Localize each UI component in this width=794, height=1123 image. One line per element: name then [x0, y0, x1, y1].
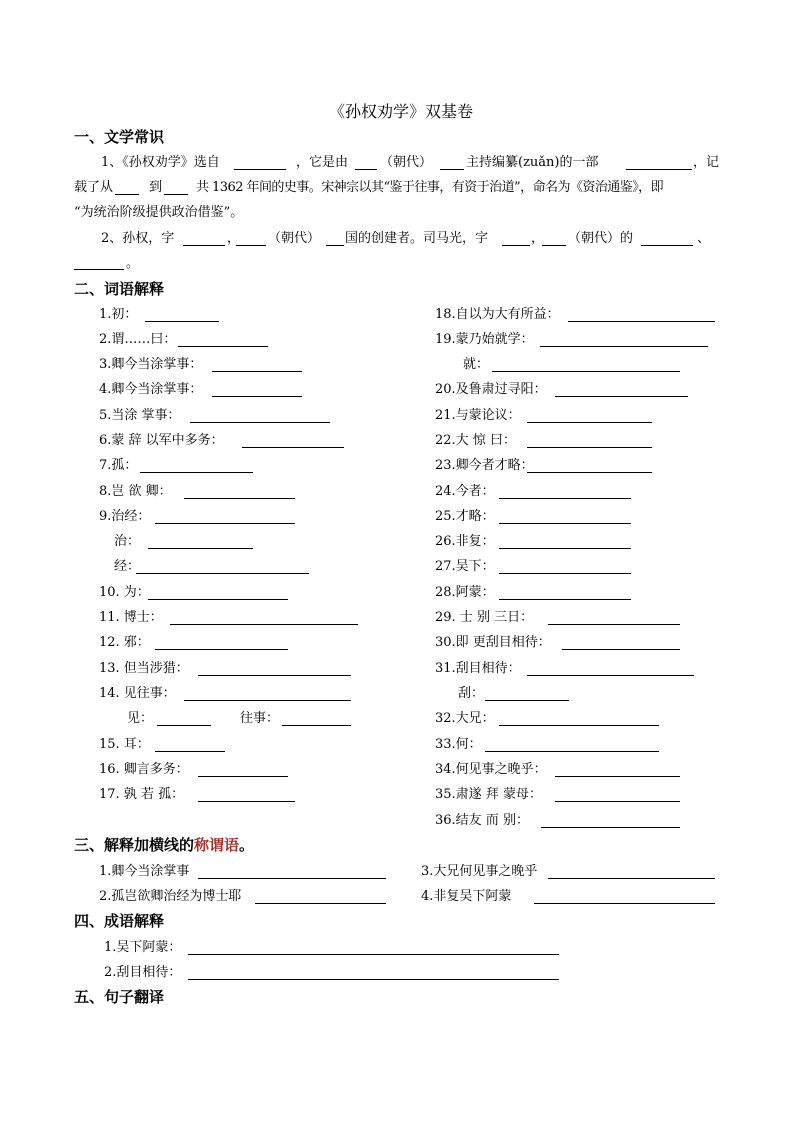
- answer-blank[interactable]: [115, 194, 139, 195]
- answer-blank[interactable]: [170, 624, 358, 625]
- vocab-item: 32.大兄：: [435, 711, 495, 726]
- vocab-item: 11. 博士：: [99, 610, 163, 625]
- vocab-item: 13. 但当涉猎：: [99, 661, 189, 676]
- vocab-item: 见：: [127, 711, 154, 726]
- lit-q2-text: 2、孙权，字: [101, 231, 175, 246]
- section-heading-titles: [74, 837, 254, 853]
- vocab-item: 8.岂 欲 卿：: [99, 484, 172, 499]
- answer-blank[interactable]: [527, 675, 694, 676]
- answer-blank[interactable]: [157, 725, 211, 726]
- title-question: 4.非复吴下阿蒙: [421, 889, 512, 904]
- answer-blank[interactable]: [485, 751, 659, 752]
- answer-blank[interactable]: [188, 979, 559, 980]
- vocab-item: 19.蒙乃始就学：: [435, 332, 534, 347]
- answer-blank[interactable]: [485, 700, 569, 701]
- lit-q2-text: （朝代）的: [568, 231, 634, 246]
- answer-blank[interactable]: [499, 599, 631, 600]
- answer-blank[interactable]: [198, 801, 295, 802]
- answer-blank[interactable]: [184, 700, 351, 701]
- answer-blank[interactable]: [188, 954, 559, 955]
- vocab-item: 15. 耳：: [99, 737, 150, 752]
- vocab-item: 31.刮目相待：: [435, 661, 521, 676]
- lit-q2-text: （朝代）: [268, 231, 321, 246]
- heading-highlight: 称谓语: [194, 836, 240, 854]
- answer-blank[interactable]: [136, 573, 309, 574]
- lit-q1-text: ，它是由: [296, 155, 349, 170]
- vocab-item: 2.谓……曰：: [99, 332, 177, 347]
- answer-blank[interactable]: [155, 523, 295, 524]
- vocab-item: 27.吴下：: [435, 559, 495, 574]
- vocab-item: 26.非复：: [435, 534, 495, 549]
- vocab-item: 就：: [463, 357, 490, 372]
- answer-blank[interactable]: [555, 396, 688, 397]
- answer-blank[interactable]: [541, 827, 680, 828]
- section-heading-idioms: 四、成语解释: [74, 912, 165, 930]
- section-heading-vocab: 二、词语解释: [74, 280, 165, 298]
- answer-blank[interactable]: [534, 903, 715, 904]
- answer-blank[interactable]: [540, 346, 708, 347]
- title-question: 3.大兄何见事之晚乎: [421, 864, 538, 879]
- vocab-item: 25.才略：: [435, 509, 495, 524]
- vocab-item: 28.阿蒙：: [435, 585, 495, 600]
- lit-q1-text: “为统治阶级提供政治借鉴”。: [74, 205, 244, 220]
- answer-blank[interactable]: [542, 245, 566, 246]
- section-heading-translation: 五、句子翻译: [74, 988, 165, 1006]
- answer-blank[interactable]: [641, 245, 693, 246]
- answer-blank[interactable]: [562, 649, 680, 650]
- vocab-item: 21.与蒙论议：: [435, 408, 521, 423]
- idiom-item: 2.刮目相待：: [104, 965, 182, 980]
- lit-q1-text: 到: [149, 180, 163, 195]
- lit-q2-text: 、: [697, 231, 711, 246]
- answer-blank[interactable]: [499, 725, 659, 726]
- answer-blank[interactable]: [548, 878, 715, 879]
- answer-blank[interactable]: [140, 472, 253, 473]
- vocab-item: 17. 孰 若 孤：: [99, 787, 185, 802]
- answer-blank[interactable]: [499, 548, 631, 549]
- vocab-item: 5.当涂 掌事：: [99, 408, 181, 423]
- answer-blank[interactable]: [499, 573, 631, 574]
- lit-q1-text: 载了从: [74, 180, 114, 195]
- vocab-item: 7.孤：: [99, 458, 138, 473]
- vocab-item: 3.卿今当涂掌事：: [99, 357, 203, 372]
- vocab-item: 34.何见事之晚乎：: [435, 762, 547, 777]
- vocab-item: 29. 士 别 三日：: [435, 610, 534, 625]
- vocab-item: 1.初：: [99, 307, 138, 322]
- answer-blank[interactable]: [326, 245, 344, 246]
- answer-blank[interactable]: [145, 321, 219, 322]
- heading-text: 。: [239, 836, 255, 854]
- answer-blank[interactable]: [164, 194, 188, 195]
- answer-blank[interactable]: [555, 801, 680, 802]
- vocab-item: 24.今者：: [435, 484, 495, 499]
- lit-q1-text: （朝代）: [380, 155, 433, 170]
- vocab-item: 33.何：: [435, 737, 482, 752]
- answer-blank[interactable]: [234, 169, 286, 170]
- answer-blank[interactable]: [212, 396, 302, 397]
- section-heading-literature: 一、文学常识: [74, 128, 165, 146]
- vocab-item: 6.蒙 辞 以军中多务：: [99, 433, 224, 448]
- answer-blank[interactable]: [190, 422, 330, 423]
- answer-blank[interactable]: [440, 169, 464, 170]
- title-question: 2.孤岂欲卿治经为博士耶: [99, 889, 242, 904]
- vocab-item: 16. 卿言多务：: [99, 762, 189, 777]
- heading-text: 三、解释加横线的: [74, 836, 195, 854]
- answer-blank[interactable]: [499, 523, 631, 524]
- answer-blank[interactable]: [255, 903, 386, 904]
- answer-blank[interactable]: [527, 422, 652, 423]
- lit-q2-text: 。: [126, 256, 140, 271]
- lit-q2-text: 国的创建者。司马光，字: [345, 231, 489, 246]
- answer-blank[interactable]: [527, 472, 652, 473]
- vocab-item: 10. 为：: [99, 585, 150, 600]
- lit-q1-text: 1、《孙权劝学》选自: [101, 155, 220, 170]
- lit-q1-text: ，记: [693, 155, 720, 170]
- vocab-item: 18.自以为大有所益：: [435, 307, 560, 322]
- answer-blank[interactable]: [502, 245, 530, 246]
- answer-blank[interactable]: [555, 776, 680, 777]
- lit-q2-text: ，: [227, 231, 241, 246]
- answer-blank[interactable]: [155, 649, 288, 650]
- answer-blank[interactable]: [212, 371, 302, 372]
- lit-q1-text: 主持编纂(zuǎn)的一部: [466, 155, 599, 170]
- page-title: 《孙权劝学》双基卷: [329, 102, 474, 121]
- vocab-item: 23.卿今者才略：: [435, 458, 534, 473]
- vocab-item: 22.大 惊 曰：: [435, 433, 516, 448]
- vocab-item: 20.及鲁肃过寻阳：: [435, 382, 547, 397]
- answer-blank[interactable]: [626, 169, 692, 170]
- vocab-item: 往事：: [240, 711, 280, 726]
- vocab-item: 9.治经：: [99, 509, 151, 524]
- vocab-item: 经：: [114, 559, 141, 574]
- vocab-item: 治：: [114, 534, 141, 549]
- answer-blank[interactable]: [236, 245, 266, 246]
- answer-blank[interactable]: [184, 498, 295, 499]
- answer-blank[interactable]: [282, 725, 351, 726]
- answer-blank[interactable]: [242, 447, 344, 448]
- vocab-item: 30.即 更刮目相待：: [435, 635, 551, 650]
- vocab-item: 4.卿今当涂掌事：: [99, 382, 203, 397]
- answer-blank[interactable]: [548, 624, 680, 625]
- answer-blank[interactable]: [74, 269, 124, 270]
- answer-blank[interactable]: [183, 245, 225, 246]
- vocab-item: 12. 邪：: [99, 635, 150, 650]
- lit-q2-text: ，: [531, 231, 545, 246]
- vocab-item: 35.肃遂 拜 蒙母：: [435, 787, 542, 802]
- title-question: 1.卿今当涂掌事: [99, 864, 190, 879]
- answer-blank[interactable]: [492, 371, 680, 372]
- answer-blank[interactable]: [355, 169, 377, 170]
- vocab-item: 刮：: [458, 686, 485, 701]
- answer-blank[interactable]: [198, 878, 386, 879]
- lit-q1-text: 共 1362 年间的史事。宋神宗以其“鉴于往事，有资于治道”，命名为《资治通鉴》，即: [196, 180, 664, 195]
- vocab-item: 36.结友 而 别：: [435, 813, 529, 828]
- answer-blank[interactable]: [148, 599, 288, 600]
- answer-blank[interactable]: [198, 776, 288, 777]
- vocab-item: 14. 见往事：: [99, 686, 176, 701]
- answer-blank[interactable]: [198, 675, 351, 676]
- idiom-item: 1.吴下阿蒙：: [104, 940, 182, 955]
- answer-blank[interactable]: [568, 321, 715, 322]
- answer-blank[interactable]: [178, 346, 268, 347]
- answer-blank[interactable]: [499, 498, 631, 499]
- answer-blank[interactable]: [155, 751, 225, 752]
- answer-blank[interactable]: [148, 548, 253, 549]
- answer-blank[interactable]: [527, 447, 652, 448]
